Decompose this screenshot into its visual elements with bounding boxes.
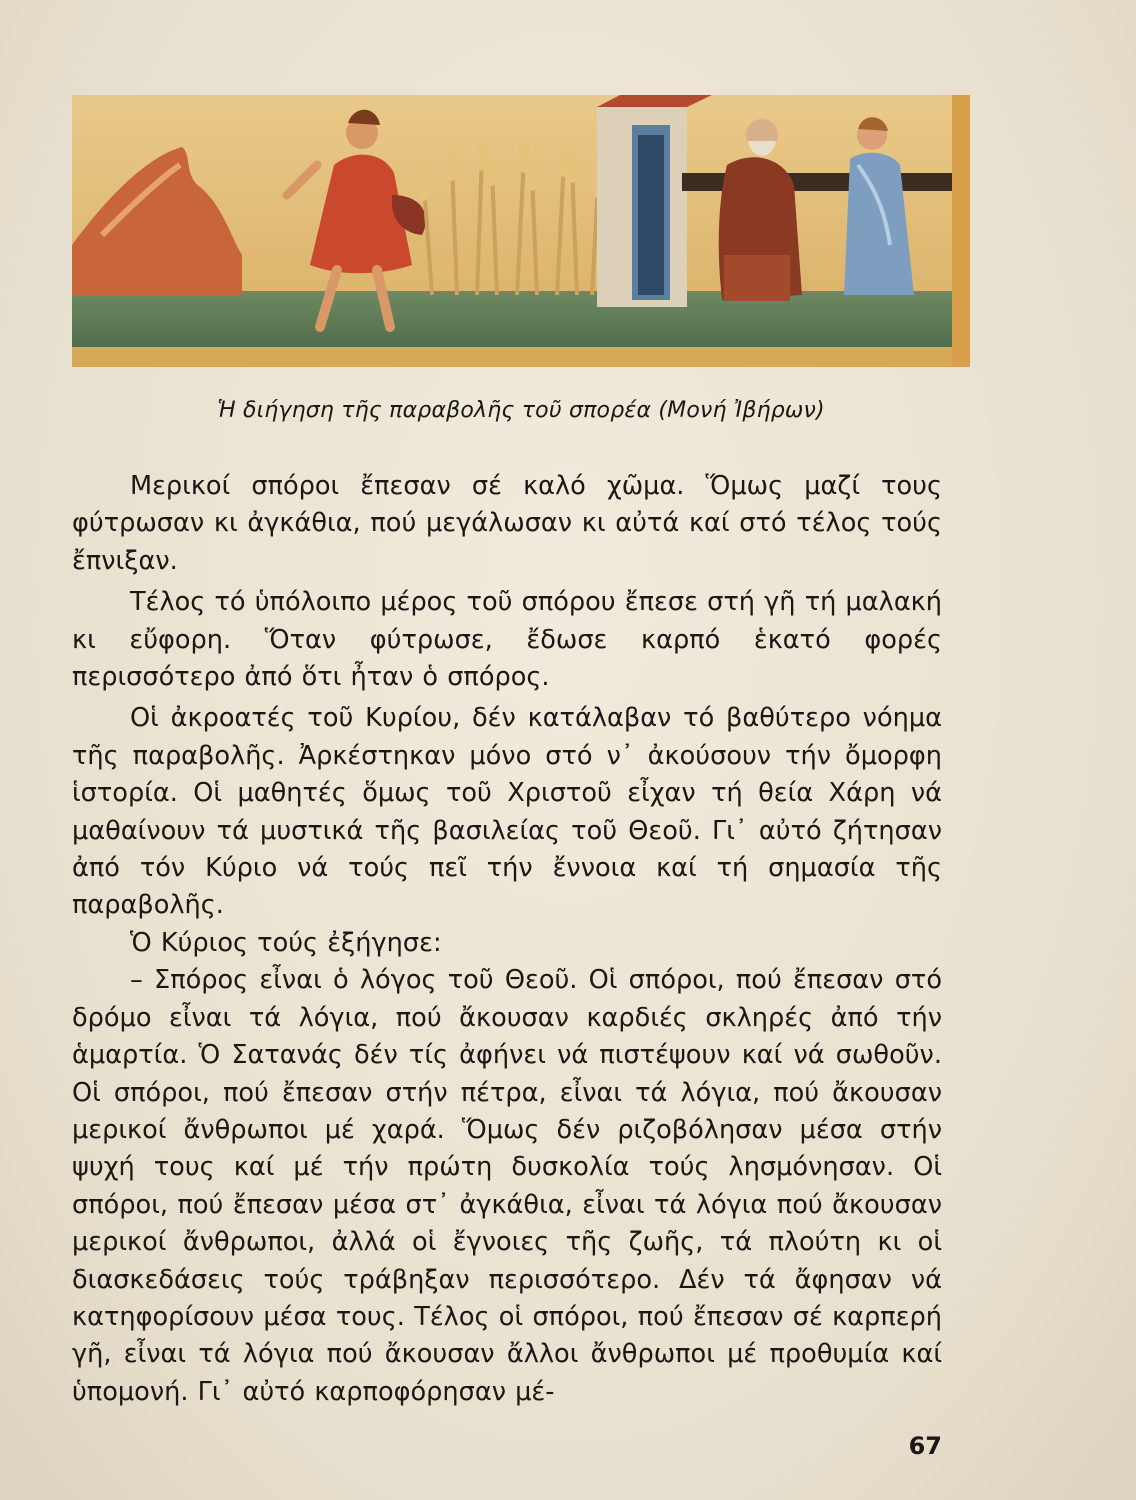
paragraph-explanation: – Σπόρος εἶναι ὁ λόγος τοῦ Θεοῦ. Οἱ σπόροι, πού ἔπεσαν στό δρόμο εἶναι τά λόγια, πού ἄκουσαν καρδιές σκληρές ἀπό τήν ἁμαρτία. Ὁ Σατανάς δέν τίς ἀφήνει νά πιστέψουν καί νά σωθοῦν. Οἱ σπόροι, πού ἔπεσαν στήν πέτρα, εἶναι τά λόγια, πού ἄκουσαν μερικοί ἄνθρωποι μέ χαρά. Ὅμως δέν ριζοβόλησαν μέσα στήν ψυχή τους καί μέ τήν πρώτη δυσκολία τούς λησμόνησαν. Οἱ σπόροι, πού ἔπεσαν μέσα στ᾿ ἀγκάθια, εἶναι τά λόγια πού ἄκουσαν μερικοί ἄνθρωποι, ἀλλά οἱ ἔγνοιες τῆς ζωῆς, τά πλούτη κι οἱ διασκεδάσεις τούς τράβηξαν περισσότερο. Δέν τά ἄφησαν νά κατηφορίσουν μέσα τους. Τέλος οἱ σπόροι, πού ἔπεσαν σέ καρπερή γῆ, εἶναι τά λόγια πού ἄκουσαν ἄλλοι ἄνθρωποι μέ προθυμία καί ὑπομονή. Γι᾿ αὐτό καρποφόρησαν μέ-: [72, 965, 942, 1407]
paragraph-fertile-ground: Τέλος τό ὑπόλοιπο μέρος τοῦ σπόρου ἔπεσε στή γῆ τή μαλακή κι εὔφορη. Ὅταν φύτρωσε, ἔδωσε καρπό ἑκατό φορές περισσότερο ἀπό ὅτι ἦταν ὁ σπόρος.: [72, 587, 942, 693]
illustration-caption: Ἡ διήγηση τῆς παραβολῆς τοῦ σπορέα (Μονή Ἰβήρων): [217, 398, 825, 423]
body-text: [72, 468, 942, 1411]
paragraph-good-soil: Μερικοί σπόροι ἔπεσαν σέ καλό χῶμα. Ὅμως μαζί τους φύτρωσαν κι ἀγκάθια, πού μεγάλωσαν κι αὐτά καί στό τέλος τούς ἔπνιξαν.: [72, 471, 942, 576]
paragraph-lord-explained: Ὁ Κύριος τούς ἐξήγησε:: [130, 927, 442, 958]
page-number: 67: [908, 1432, 942, 1460]
sower-parable-illustration: [72, 95, 970, 367]
illustration-drawing: [72, 95, 970, 367]
paragraph-listeners: Οἱ ἀκροατές τοῦ Κυρίου, δέν κατάλαβαν τό βαθύτερο νόημα τῆς παραβολῆς. Ἀρκέστηκαν μόνο στό ν᾿ ἀκούσουν τήν ὄμορφη ἱστορία. Οἱ μαθητές ὅμως τοῦ Χριστοῦ εἶχαν τή θεία Χάρη νά μαθαίνουν τά μυστικά τῆς βασιλείας τοῦ Θεοῦ. Γι᾿ αὐτό ζήτησαν ἀπό τόν Κύριο νά τούς πεῖ τήν ἔννοια καί τή σημασία τῆς παραβολῆς.: [72, 703, 942, 921]
